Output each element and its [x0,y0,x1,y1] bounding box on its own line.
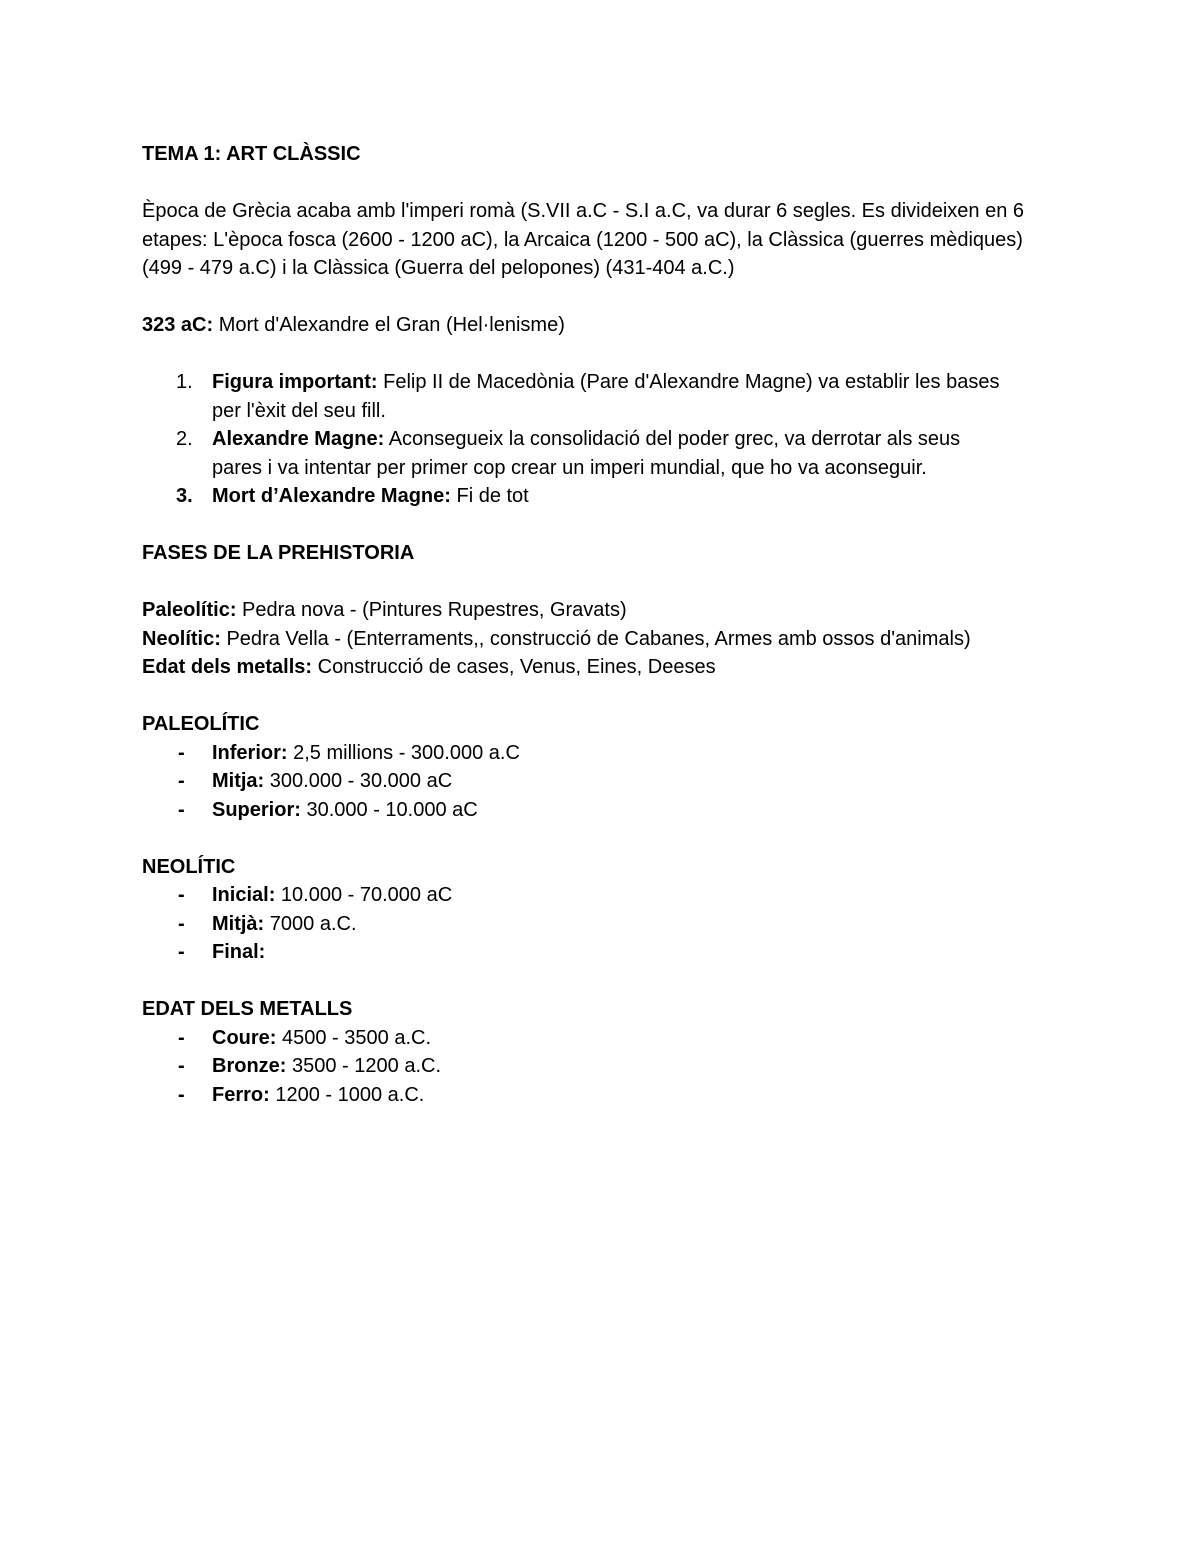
section-heading-paleolitic: PALEOLÍTIC [142,713,260,735]
item-label: Mort d’Alexandre Magne: [212,485,451,507]
section-heading-neolitic: NEOLÍTIC [142,855,236,878]
dash-marker: - [178,741,185,764]
fase-line [142,596,1062,625]
metalls-list [142,1024,1062,1110]
list-item [142,368,1012,425]
list-item [142,881,1012,910]
item-label: Final: [212,941,266,963]
item-text: Fi de tot [450,485,529,507]
list-item [142,910,1012,939]
fase-text: Construcció de cases, Venus, Eines, Deeses [312,656,716,678]
item-label: Bronze: [212,1055,287,1077]
item-text: 2,5 millions - 300.000 a.C [287,741,520,764]
item-label: Coure: [212,1026,277,1049]
item-text: 10.000 - 70.000 aC [275,884,453,906]
dash-marker: - [178,912,185,935]
item-label: Alexandre Magne: [212,428,385,450]
item-text: 3500 - 1200 a.C. [286,1055,442,1077]
spacer [142,283,1062,312]
numbered-list [142,368,1062,511]
item-label: Superior: [212,798,301,821]
fase-label: Neolític: [142,627,221,650]
date-text: Mort d'Alexandre el Gran (Hel·lenisme) [213,314,565,336]
item-text: 4500 - 3500 a.C. [276,1026,432,1049]
dash-marker: - [178,1026,185,1049]
dash-marker: - [178,770,185,792]
list-item [142,767,1012,796]
fase-label: Edat dels metalls: [142,656,313,678]
date-line [142,311,1062,340]
item-label: Mitjà: [212,912,265,935]
list-item [142,938,1012,967]
document-title: TEMA 1: ART CLÀSSIC [142,143,361,165]
item-text: 300.000 - 30.000 aC [264,770,453,792]
fase-text: Pedra Vella - (Enterraments,, construcció de Cabanes, Armes amb ossos d'animals) [220,627,971,650]
date-label: 323 aC: [142,314,214,336]
spacer [142,511,1062,540]
spacer [142,340,1062,369]
list-item [142,482,1012,511]
fase-line [142,625,1062,654]
item-text: 30.000 - 10.000 aC [300,798,478,821]
item-label: Ferro: [212,1083,270,1106]
list-item [142,1081,1012,1110]
paleolitic-list [142,739,1062,825]
intro-paragraph: Època de Grècia acaba amb l'imperi romà (S.VII a.C - S.I a.C, va durar 6 segles. Es divideixen en 6 etapes: L'època fosca (2600 - 1200 aC), la Arcaica (1200 - 500 aC), la Clàssica (guerres mèdiques)(499 - 479 a.C) i la Clàssica (Guerra del pelopones) (431-404 a.C.) [142,200,1025,279]
fase-label: Paleolític: [142,599,237,621]
spacer [142,967,1062,996]
dash-marker: - [178,798,185,821]
item-label: Mitja: [212,770,265,792]
dash-marker: - [178,884,185,906]
fase-text: Pedra nova - (Pintures Rupestres, Gravats) [236,599,627,621]
item-label: Figura important: [212,371,378,393]
list-number: 2. [176,428,193,450]
spacer [142,169,1062,198]
item-label: Inicial: [212,884,276,906]
item-text: 1200 - 1000 a.C. [269,1083,425,1106]
section-heading-fases: FASES DE LA PREHISTORIA [142,542,415,564]
item-text: Aconsegueix la consolidació del poder grec, va derrotar als seus pares i va intentar per primer cop crear un imperi mundial, que ho va aconseguir. [212,428,961,479]
list-number: 1. [176,371,193,393]
spacer [142,682,1062,711]
document-page [142,140,1062,1109]
list-item [142,796,1012,825]
dash-marker: - [178,1055,185,1077]
list-item [142,739,1012,768]
dash-marker: - [178,941,185,963]
section-heading-metalls: EDAT DELS METALLS [142,998,353,1020]
list-item [142,1024,1012,1053]
dash-marker: - [178,1083,185,1106]
spacer [142,824,1062,853]
fase-line [142,653,1062,682]
item-text: Felip II de Macedònia (Pare d'Alexandre Magne) va establir les bases per l'èxit del seu fill. [212,371,1000,422]
spacer [142,568,1062,597]
neolitic-list [142,881,1062,967]
list-item [142,1052,1012,1081]
list-number: 3. [176,485,193,507]
item-text: 7000 a.C. [264,912,357,935]
item-label: Inferior: [212,741,288,764]
list-item [142,425,1012,482]
